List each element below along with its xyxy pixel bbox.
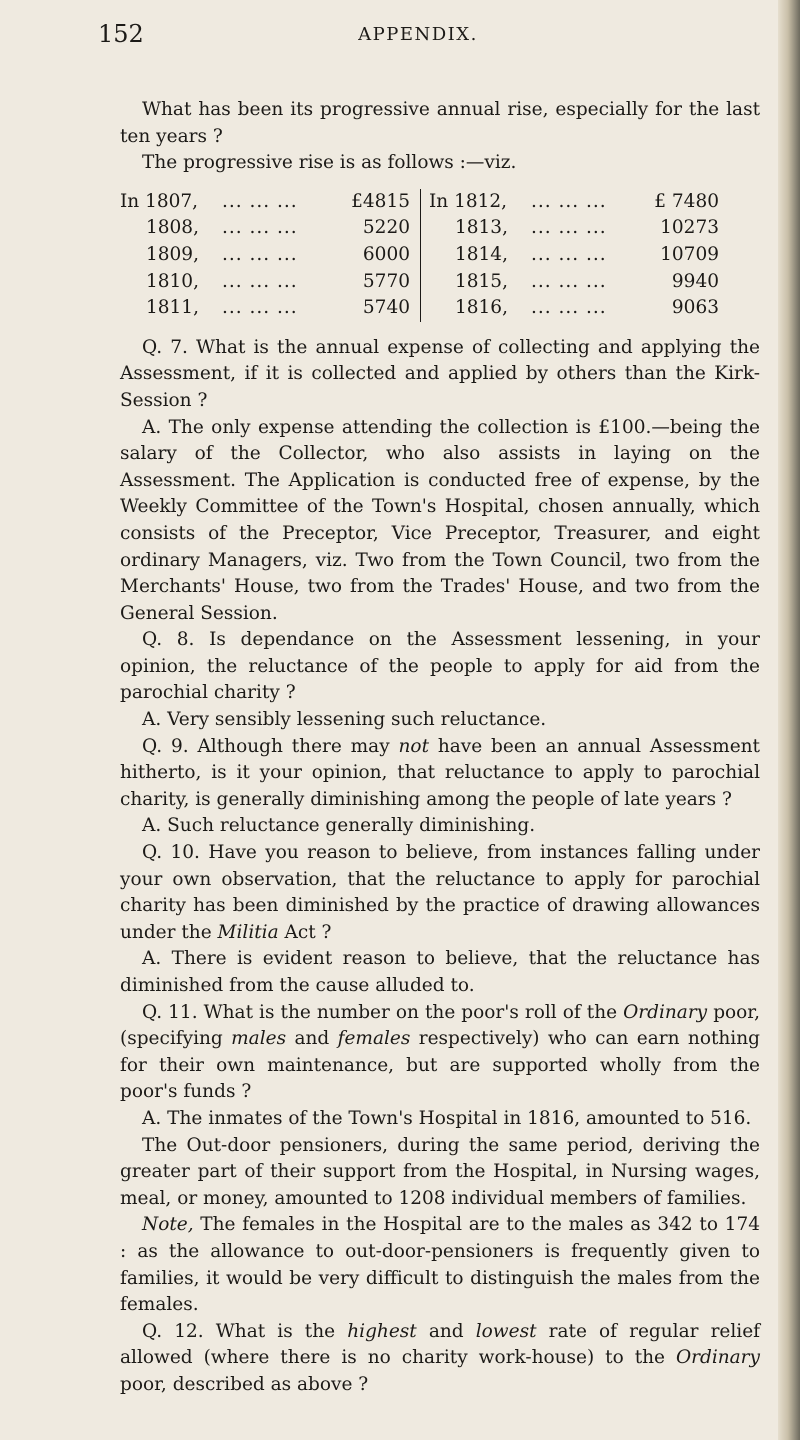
- question-7: Q. 7. What is the annual expense of collecting and applying the Assessment, if it is collected and applied by others than the Kirk-Session ?: [120, 336, 760, 411]
- question-11: Q. 11. What is the number on the poor's roll of the Ordinary poor, (specifying males and females respectively) who can earn nothing for their own maintenance, but are supported wholly from the poor's funds ?: [120, 1001, 760, 1103]
- table-right-column: [429, 189, 729, 322]
- table-row: 1810, ... ... ... 5770: [146, 270, 410, 292]
- question-12: Q. 12. What is the highest and lowest rate of regular relief allowed (where there is no charity work-house) to the Ordinary poor, described as above ?: [120, 1320, 760, 1395]
- page-header: [98, 20, 738, 52]
- table-row: 1813, ... ... ... 10273: [455, 217, 719, 239]
- table-row: 1811, ... ... ... 5740: [146, 297, 410, 319]
- answer-11: A. The inmates of the Town's Hospital in 1816, amounted to 516.: [142, 1107, 752, 1129]
- note: Note, The females in the Hospital are to the males as 342 to 174 : as the allowance to out-door-pensioners is frequently given to families, it would be very difficult to distinguish the males from the females.: [120, 1214, 760, 1316]
- table-row: In 1807, ... ... ... £4815: [120, 190, 410, 212]
- running-head: APPENDIX.: [358, 24, 478, 45]
- question-9: Q. 9. Although there may not have been an annual Assessment hitherto, is it your opinion, that reluctance to apply to parochial charity, is generally diminishing among the people of late years ?: [120, 735, 760, 810]
- answer-9: A. Such reluctance generally diminishing.: [142, 815, 536, 837]
- question-8: Q. 8. Is dependance on the Assessment lessening, in your opinion, the reluctance of the people to apply for aid from the parochial charity ?: [120, 629, 760, 704]
- table-row: 1815, ... ... ... 9940: [455, 270, 719, 292]
- answer-7: A. The only expense attending the collection is £100.—being the salary of the Collector, who also assists in laying on the Assessment. The Application is conducted free of expense, by the Weekly Committee of the Town's Hospital, chosen annually, which consists of the Preceptor, Vice Preceptor, Treasurer, and eight ordinary Managers, viz. Two from the Town Council, two from the Merchants' House, two from the Trades' House, and two from the General Session.: [120, 416, 760, 624]
- body-text: [120, 97, 760, 1399]
- table-row: 1808, ... ... ... 5220: [146, 217, 410, 239]
- answer-10: A. There is evident reason to believe, that the reluctance has diminished from the cause alluded to.: [120, 948, 760, 996]
- question-10: Q. 10. Have you reason to believe, from instances falling under your own observation, that the reluctance to apply for parochial charity has been diminished by the practice of drawing allowances under the Militia Act ?: [120, 842, 760, 943]
- table-left-column: [120, 189, 421, 322]
- table-row: 1814, ... ... ... 10709: [455, 243, 719, 265]
- page-number: 152: [98, 20, 144, 48]
- table-row: 1809, ... ... ... 6000: [146, 243, 410, 265]
- intro-question: What has been its progressive annual rise, especially for the last ten years ?: [120, 99, 760, 147]
- table-row: 1816, ... ... ... 9063: [455, 297, 719, 319]
- page-edge: [778, 0, 800, 1440]
- table-row: In 1812, ... ... ... £ 7480: [429, 190, 719, 212]
- answer-8: A. Very sensibly lessening such reluctance.: [142, 709, 547, 731]
- assessment-table: [120, 189, 760, 322]
- answer-11-outdoor: The Out-door pensioners, during the same period, deriving the greater part of their support from the Hospital, in Nursing wages, meal, or money, amounted to 1208 individual members of families.: [120, 1134, 760, 1209]
- intro-answer: The progressive rise is as follows :—viz.: [142, 152, 517, 174]
